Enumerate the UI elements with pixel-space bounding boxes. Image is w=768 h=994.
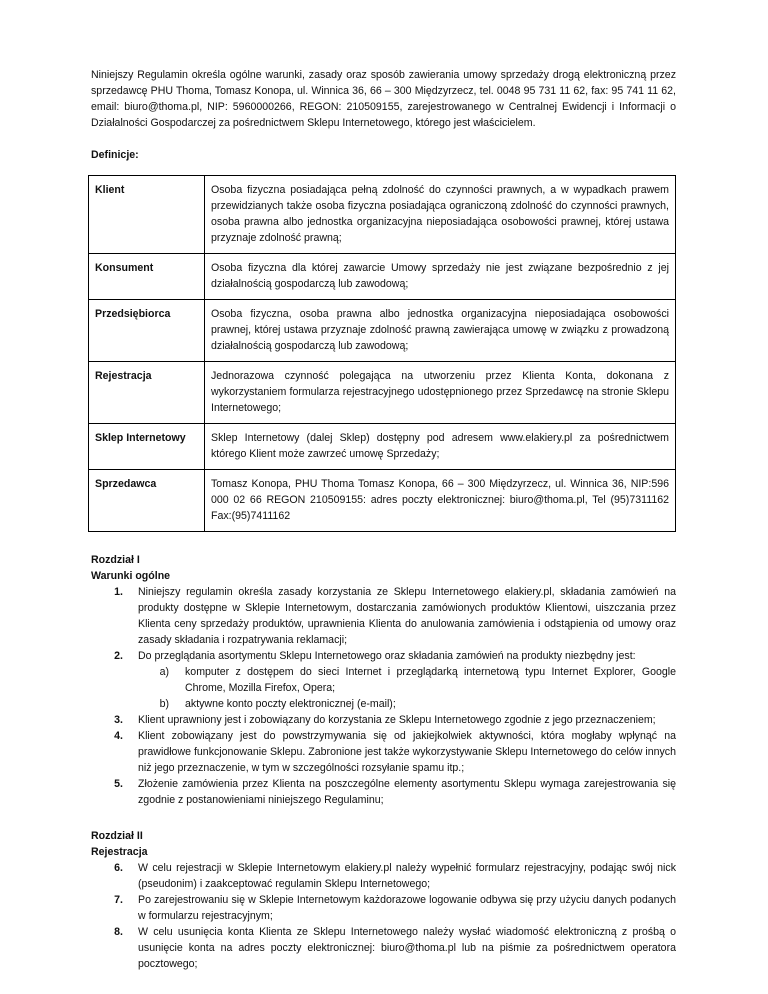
definition-text: Osoba fizyczna posiadająca pełną zdolność do czynności prawnych, a w wypadkach prawem przewidzianych także osoba fizyczna posiadająca ograniczoną zdolność do czynności prawnych, osoba prawna albo jednostka organizacyjna nieposiadająca osobowości prawnej, której ustawa przyznaje zdolność prawną; <box>205 176 676 254</box>
item-number: 5. <box>114 778 123 790</box>
list-item <box>91 892 676 924</box>
item-text: W celu rejestracji w Sklepie Internetowym elakiery.pl należy wypełnić formularz rejestracyjny, podając swój nick (pseudonim) i zaakceptować regulamin Sklepu Internetowego; <box>138 862 676 890</box>
item-text: Złożenie zamówienia przez Klienta na poszczególne elementy asortymentu Sklepu wymaga zarejestrowania się zgodnie z postanowieniami niniejszego Regulaminu; <box>138 778 676 806</box>
chapter-2 <box>91 828 676 972</box>
definition-text: Osoba fizyczna dla której zawarcie Umowy sprzedaży nie jest związane bezpośrednio z jej działalnością gospodarczą lub zawodową; <box>205 254 676 300</box>
item-number: 6. <box>114 862 123 874</box>
chapter-1-list-continued <box>91 712 676 808</box>
chapter-2-list <box>91 860 676 972</box>
definition-row <box>89 362 676 424</box>
list-item <box>91 584 676 648</box>
chapter-2-title: Rozdział II <box>91 830 143 842</box>
item-number: 1. <box>114 586 123 598</box>
list-item <box>91 860 676 892</box>
item-text: Klient zobowiązany jest do powstrzymywania się od jakiejkolwiek aktywności, która mogłaby wpłynąć na prawidłowe funkcjonowanie Sklepu. Zabronione jest także wykorzystywanie Sklepu Internetowego do celów innych niż jego przeznaczenie, w tym w szczególności rozsyłanie spamu itp.; <box>138 730 676 774</box>
chapter-1 <box>91 552 676 808</box>
chapter-1-sublist <box>91 664 676 712</box>
item-text: W celu usunięcia konta Klienta ze Sklepu Internetowego należy wysłać wiadomość elektroniczną z prośbą o usunięcie konta na adres poczty elektronicznej: biuro@thoma.pl lub na piśmie za pośrednictwem operatora pocztowego; <box>138 926 676 970</box>
sub-list-item <box>91 696 676 712</box>
sub-item-text: komputer z dostępem do sieci Internet i przeglądarką internetową typu Internet Explorer, Google Chrome, Mozilla Firefox, Opera; <box>185 666 676 694</box>
definition-row <box>89 424 676 470</box>
definitions-table <box>88 175 676 532</box>
definition-term: Przedsiębiorca <box>89 300 205 362</box>
chapter-1-list <box>91 584 676 664</box>
item-number: 2. <box>114 650 123 662</box>
item-text: Po zarejestrowaniu się w Sklepie Internetowym każdorazowe logowanie odbywa się przy użyciu danych podanych w formularzu rejestracyjnym; <box>138 894 676 922</box>
list-item <box>91 712 676 728</box>
item-number: 7. <box>114 894 123 906</box>
item-number: 4. <box>114 730 123 742</box>
definition-text: Sklep Internetowy (dalej Sklep) dostępny pod adresem www.elakiery.pl za pośrednictwem którego Klient może zawrzeć umowę Sprzedaży; <box>205 424 676 470</box>
intro-paragraph: Niniejszy Regulamin określa ogólne warunki, zasady oraz sposób zawierania umowy sprzedaży drogą elektroniczną przez sprzedawcę PHU Thoma, Tomasz Konopa, ul. Winnica 36, 66 – 300 Międzyrzecz, tel. 0048 95 731 11 62, fax: 95 741 11 62, email: biuro@thoma.pl, NIP: 5960000266, REGON: 210509155, zarejestrowanego w Centralnej Ewidencji i Informacji o Działalności Gospodarczej za pośrednictwem Sklepu Internetowego, którego jest właścicielem. <box>91 69 676 129</box>
item-number: 3. <box>114 714 123 726</box>
document-page <box>91 67 676 972</box>
definitions-title: Definicje: <box>91 149 139 161</box>
list-item <box>91 776 676 808</box>
definition-text: Jednorazowa czynność polegająca na utworzeniu przez Klienta Konta, dokonana z wykorzystaniem formularza rejestracyjnego udostępnionego przez Sprzedawcę na stronie Sklepu Internetowego; <box>205 362 676 424</box>
definition-term: Klient <box>89 176 205 254</box>
definition-term: Rejestracja <box>89 362 205 424</box>
definition-term: Sklep Internetowy <box>89 424 205 470</box>
chapter-2-subtitle: Rejestracja <box>91 846 148 858</box>
sub-item-label: a) <box>159 666 169 678</box>
list-item <box>91 648 676 664</box>
definition-row <box>89 254 676 300</box>
sub-item-text: aktywne konto poczty elektronicznej (e-mail); <box>185 698 396 710</box>
item-number: 8. <box>114 926 123 938</box>
item-text: Do przeglądania asortymentu Sklepu Internetowego oraz składania zamówień na produkty niezbędny jest: <box>138 650 636 662</box>
item-text: Niniejszy regulamin określa zasady korzystania ze Sklepu Internetowego elakiery.pl, składania zamówień na produkty dostępne w Sklepie Internetowym, dostarczania zamówionych produktów Klientowi, uiszczania przez Klienta ceny sprzedaży produktów, uprawnienia Klienta do anulowania zamówienia i odstąpienia od umowy oraz zasady składania i rozpatrywania reklamacji; <box>138 586 676 646</box>
definition-row <box>89 176 676 254</box>
definition-term: Konsument <box>89 254 205 300</box>
sub-item-label: b) <box>159 698 169 710</box>
list-item <box>91 924 676 972</box>
definition-term: Sprzedawca <box>89 470 205 532</box>
chapter-1-subtitle: Warunki ogólne <box>91 570 171 582</box>
definition-row <box>89 470 676 532</box>
list-item <box>91 728 676 776</box>
definition-text: Osoba fizyczna, osoba prawna albo jednostka organizacyjna nieposiadająca osobowości prawnej, której ustawa przyznaje zdolność prawną zawierająca umowę w związku z prowadzoną działalnością gospodarczą lub zawodową; <box>205 300 676 362</box>
chapter-1-title: Rozdział I <box>91 554 140 566</box>
definition-text: Tomasz Konopa, PHU Thoma Tomasz Konopa, 66 – 300 Międzyrzecz, ul. Winnica 36, NIP:596 000 02 66 REGON 210509155: adres poczty elektronicznej: biuro@thoma.pl, Tel (95)7311162 Fax:(95)7411162 <box>205 470 676 532</box>
item-text: Klient uprawniony jest i zobowiązany do korzystania ze Sklepu Internetowego zgodnie z jego przeznaczeniem; <box>138 714 656 726</box>
sub-list-item <box>91 664 676 696</box>
definition-row <box>89 300 676 362</box>
